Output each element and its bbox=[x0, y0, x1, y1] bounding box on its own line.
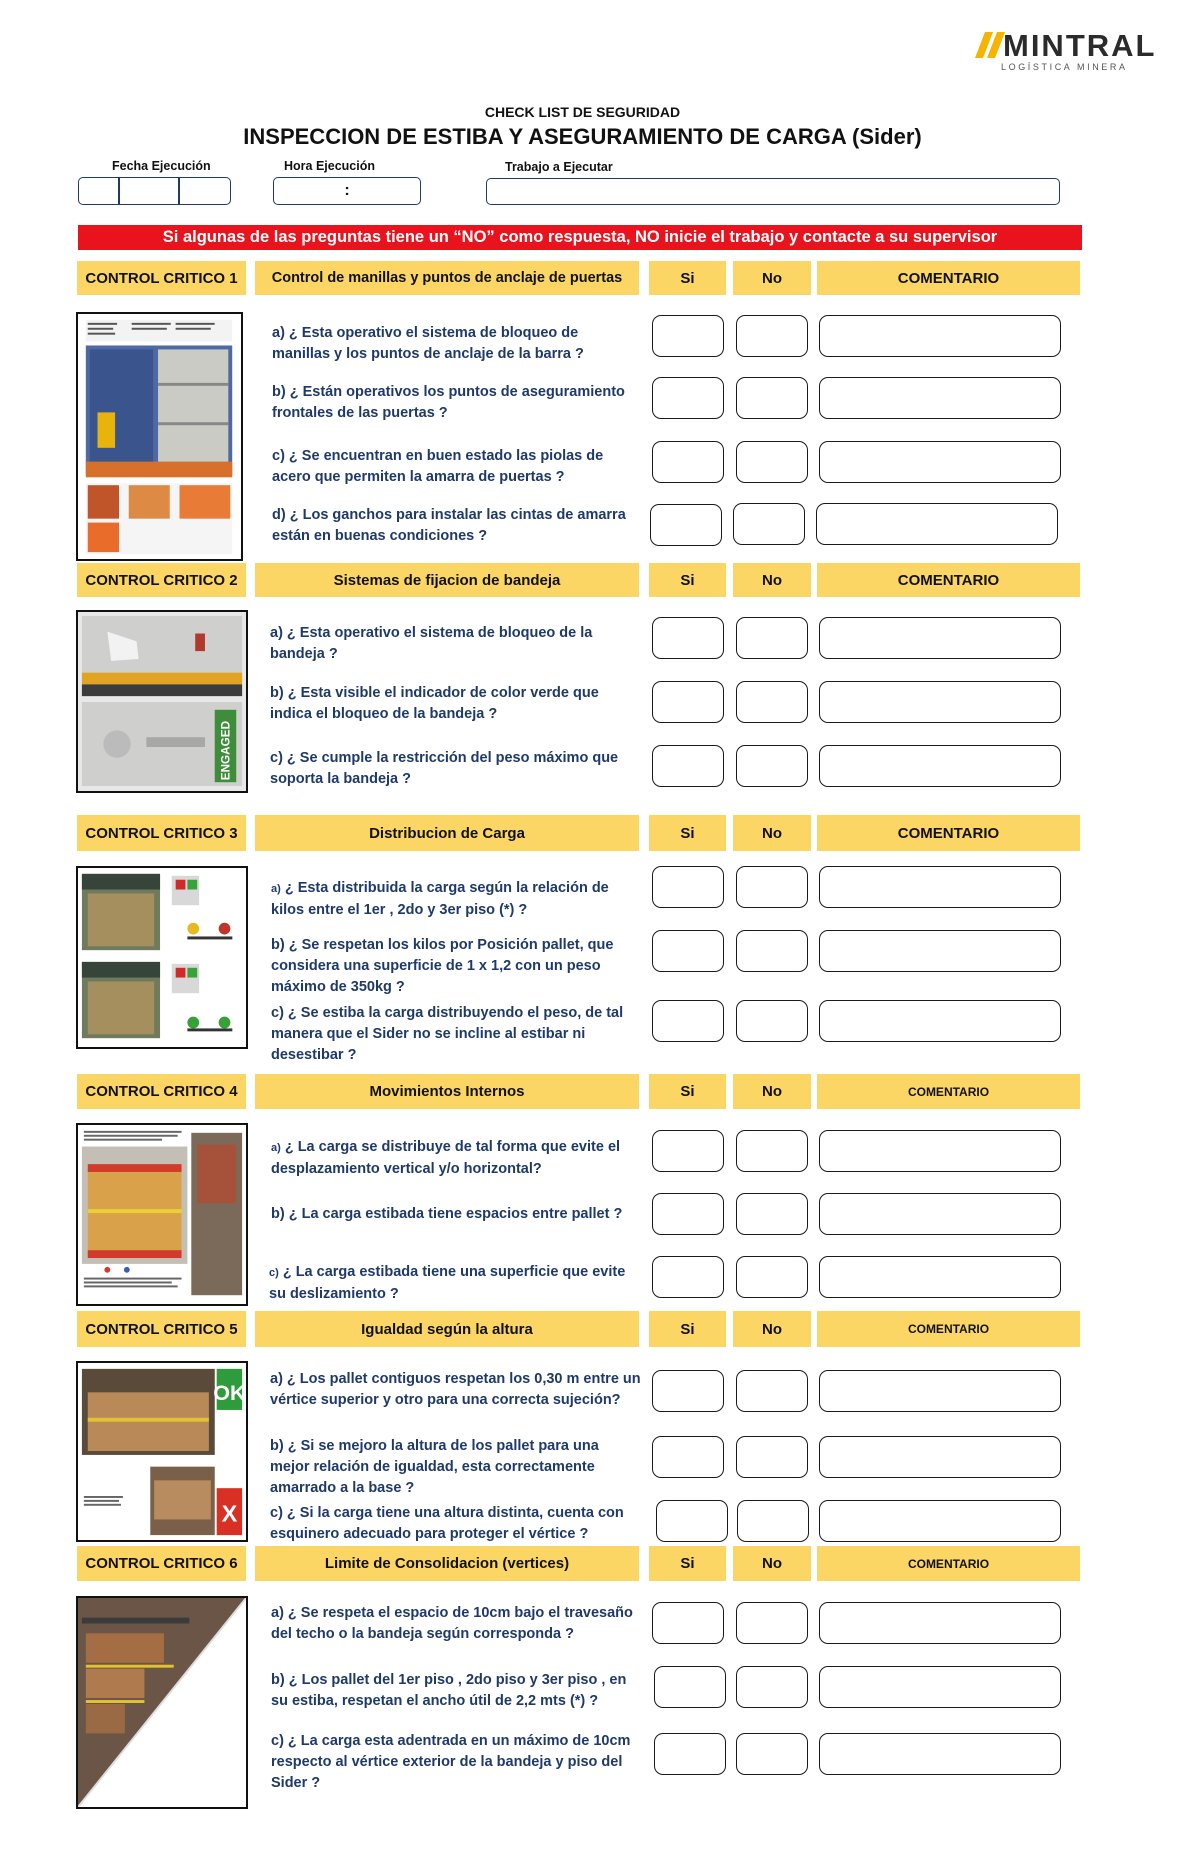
s4-q-c-text: ¿ La carga estibada tiene una superficie que evite su deslizamiento ? bbox=[269, 1264, 626, 1302]
s3-c-si[interactable] bbox=[652, 1000, 724, 1042]
trabajo-label: Trabajo a Ejecutar bbox=[505, 160, 613, 174]
s4-a-no[interactable] bbox=[736, 1130, 808, 1172]
s5-q-b: b) ¿ Si se mejoro la altura de los pallet para una mejor relación de igualdad, esta correctamente amarrado a la base ? bbox=[270, 1438, 599, 1496]
s3-c-no[interactable] bbox=[736, 1000, 808, 1042]
s6-b-no[interactable] bbox=[736, 1666, 808, 1708]
col-comentario-3: COMENTARIO bbox=[817, 815, 1080, 851]
s5-b-si[interactable] bbox=[652, 1436, 724, 1478]
s1-a-no[interactable] bbox=[736, 315, 808, 357]
s1-q-b: b) ¿ Están operativos los puntos de aseguramiento frontales de las puertas ? bbox=[272, 384, 625, 421]
s5-a-comment[interactable] bbox=[819, 1370, 1061, 1412]
s1-q-a: a) ¿ Esta operativo el sistema de bloqueo de manillas y los puntos de anclaje de la barra ? bbox=[272, 325, 584, 362]
section-1-photo bbox=[76, 312, 243, 561]
s3-a-comment[interactable] bbox=[819, 866, 1061, 908]
s2-q-a: a) ¿ Esta operativo el sistema de bloqueo de la bandeja ? bbox=[270, 625, 593, 662]
logo-tagline: LOGÍSTICA MINERA bbox=[1001, 62, 1128, 72]
topic-4: Movimientos Internos bbox=[255, 1074, 639, 1109]
s5-c-no[interactable] bbox=[737, 1500, 809, 1542]
s2-c-no[interactable] bbox=[736, 745, 808, 787]
col-no-2: No bbox=[733, 563, 811, 597]
s2-a-comment[interactable] bbox=[819, 617, 1061, 659]
s3-b-si[interactable] bbox=[652, 930, 724, 972]
s1-q-c: c) ¿ Se encuentran en buen estado las piolas de acero que permiten la amarra de puertas ? bbox=[272, 448, 604, 485]
s1-a-comment[interactable] bbox=[819, 315, 1061, 357]
s1-a-si[interactable] bbox=[652, 315, 724, 357]
hora-label: Hora Ejecución bbox=[284, 159, 375, 173]
s4-q-b: b) ¿ La carga estibada tiene espacios entre pallet ? bbox=[271, 1206, 623, 1222]
s1-b-si[interactable] bbox=[652, 377, 724, 419]
s5-b-no[interactable] bbox=[736, 1436, 808, 1478]
s3-a-letter: a) bbox=[271, 883, 281, 895]
s1-d-si[interactable] bbox=[650, 504, 722, 546]
s4-c-si[interactable] bbox=[652, 1256, 724, 1298]
hora-field[interactable]: : bbox=[273, 177, 421, 205]
col-comentario-4: COMENTARIO bbox=[817, 1074, 1080, 1109]
s6-c-no[interactable] bbox=[736, 1733, 808, 1775]
s4-b-si[interactable] bbox=[652, 1193, 724, 1235]
s3-c-comment[interactable] bbox=[819, 1000, 1061, 1042]
s1-c-no[interactable] bbox=[736, 441, 808, 483]
s2-c-comment[interactable] bbox=[819, 745, 1061, 787]
s4-a-si[interactable] bbox=[652, 1130, 724, 1172]
s4-c-letter: c) bbox=[269, 1267, 279, 1279]
warning-banner: Si algunas de las preguntas tiene un “NO” como respuesta, NO inicie el trabajo y contacte a su supervisor bbox=[78, 225, 1082, 250]
control-critico-3: CONTROL CRITICO 3 bbox=[77, 815, 246, 851]
s4-c-no[interactable] bbox=[736, 1256, 808, 1298]
s4-b-comment[interactable] bbox=[819, 1193, 1061, 1235]
s1-q-d: d) ¿ Los ganchos para instalar las cintas de amarra están en buenas condiciones ? bbox=[272, 507, 626, 544]
logo-text: MINTRAL bbox=[1003, 28, 1157, 63]
col-no-6: No bbox=[733, 1546, 811, 1581]
s6-c-si[interactable] bbox=[654, 1733, 726, 1775]
s3-q-c: c) ¿ Se estiba la carga distribuyendo el peso, de tal manera que el Sider no se incline al estibar ni desestibar ? bbox=[271, 1005, 624, 1063]
s4-a-comment[interactable] bbox=[819, 1130, 1061, 1172]
engaged-label: ENGAGED bbox=[219, 720, 233, 781]
trabajo-field[interactable] bbox=[486, 178, 1060, 205]
topic-5: Igualdad según la altura bbox=[255, 1311, 639, 1347]
s5-c-comment[interactable] bbox=[819, 1500, 1061, 1542]
s6-a-si[interactable] bbox=[652, 1602, 724, 1644]
col-si-1: Si bbox=[649, 261, 726, 295]
s1-b-comment[interactable] bbox=[819, 377, 1061, 419]
s5-a-si[interactable] bbox=[652, 1370, 724, 1412]
s3-q-b: b) ¿ Se respetan los kilos por Posición pallet, que considera una superficie de 1 x 1,2 con un peso máximo de 350kg ? bbox=[271, 937, 614, 995]
col-si-3: Si bbox=[649, 815, 726, 851]
s5-q-a: a) ¿ Los pallet contiguos respetan los 0,30 m entre un vértice superior y otro para una correcta sujeción? bbox=[270, 1371, 641, 1408]
s4-q-a bbox=[271, 1137, 641, 1180]
col-si-5: Si bbox=[649, 1311, 726, 1347]
fecha-field[interactable] bbox=[78, 177, 231, 205]
s2-a-si[interactable] bbox=[652, 617, 724, 659]
s3-q-a-text: ¿ Esta distribuida la carga según la relación de kilos entre el 1er , 2do y 3er piso (*) ? bbox=[271, 880, 609, 918]
col-no-1: No bbox=[733, 261, 811, 295]
s6-c-comment[interactable] bbox=[819, 1733, 1061, 1775]
x-label: X bbox=[221, 1500, 238, 1527]
s4-q-a-text: ¿ La carga se distribuye de tal forma que evite el desplazamiento vertical y/o horizontal? bbox=[271, 1139, 621, 1177]
s5-a-no[interactable] bbox=[736, 1370, 808, 1412]
s3-b-comment[interactable] bbox=[819, 930, 1061, 972]
section-6-photo bbox=[76, 1596, 248, 1809]
s6-b-si[interactable] bbox=[654, 1666, 726, 1708]
s1-d-comment[interactable] bbox=[816, 503, 1058, 545]
control-critico-6: CONTROL CRITICO 6 bbox=[77, 1546, 246, 1581]
control-critico-1: CONTROL CRITICO 1 bbox=[77, 261, 246, 295]
s2-c-si[interactable] bbox=[652, 745, 724, 787]
s4-a-letter: a) bbox=[271, 1142, 281, 1154]
checklist-subtitle: CHECK LIST DE SEGURIDAD bbox=[484, 104, 681, 120]
s5-q-c: c) ¿ Si la carga tiene una altura distinta, cuenta con esquinero adecuado para proteger el vértice ? bbox=[270, 1505, 624, 1542]
s2-b-no[interactable] bbox=[736, 681, 808, 723]
s3-b-no[interactable] bbox=[736, 930, 808, 972]
topic-1: Control de manillas y puntos de anclaje de puertas bbox=[255, 261, 639, 295]
section-4-photo bbox=[76, 1123, 248, 1306]
s6-q-c: c) ¿ La carga esta adentrada en un máximo de 10cm respecto al vértice exterior de la bandeja y piso del Sider ? bbox=[271, 1733, 631, 1791]
section-3-photo bbox=[76, 866, 248, 1049]
s3-q-a bbox=[271, 878, 641, 921]
page-title: INSPECCION DE ESTIBA Y ASEGURAMIENTO DE CARGA (Sider) bbox=[243, 124, 922, 149]
control-critico-2: CONTROL CRITICO 2 bbox=[77, 563, 246, 597]
mintral-logo bbox=[975, 28, 1157, 76]
s3-a-no[interactable] bbox=[736, 866, 808, 908]
control-critico-4: CONTROL CRITICO 4 bbox=[77, 1074, 246, 1109]
s2-q-b: b) ¿ Esta visible el indicador de color verde que indica el bloqueo de la bandeja ? bbox=[270, 685, 599, 722]
col-comentario-5: COMENTARIO bbox=[817, 1311, 1080, 1347]
topic-6: Limite de Consolidacion (vertices) bbox=[255, 1546, 639, 1581]
s2-b-si[interactable] bbox=[652, 681, 724, 723]
s6-a-no[interactable] bbox=[736, 1602, 808, 1644]
s5-b-comment[interactable] bbox=[819, 1436, 1061, 1478]
s4-q-c bbox=[269, 1262, 644, 1305]
section-5-photo bbox=[76, 1361, 248, 1542]
s1-d-no[interactable] bbox=[733, 503, 805, 545]
ok-label: OK bbox=[213, 1381, 246, 1406]
section-2-photo bbox=[76, 610, 248, 793]
col-no-3: No bbox=[733, 815, 811, 851]
s6-q-b: b) ¿ Los pallet del 1er piso , 2do piso y 3er piso , en su estiba, respetan el ancho útil de 2,2 mts (*) ? bbox=[271, 1672, 627, 1709]
col-si-6: Si bbox=[649, 1546, 726, 1581]
s1-c-si[interactable] bbox=[652, 441, 724, 483]
s5-c-si[interactable] bbox=[656, 1500, 728, 1542]
s3-a-si[interactable] bbox=[652, 866, 724, 908]
col-si-4: Si bbox=[649, 1074, 726, 1109]
s1-b-no[interactable] bbox=[736, 377, 808, 419]
s6-b-comment[interactable] bbox=[819, 1666, 1061, 1708]
s6-a-comment[interactable] bbox=[819, 1602, 1061, 1644]
topic-2: Sistemas de fijacion de bandeja bbox=[255, 563, 639, 597]
col-comentario-6: COMENTARIO bbox=[817, 1546, 1080, 1581]
s2-q-c: c) ¿ Se cumple la restricción del peso máximo que soporta la bandeja ? bbox=[270, 750, 619, 787]
s1-c-comment[interactable] bbox=[819, 441, 1061, 483]
s2-b-comment[interactable] bbox=[819, 681, 1061, 723]
s6-q-a: a) ¿ Se respeta el espacio de 10cm bajo el travesaño del techo o la bandeja según corresponda ? bbox=[271, 1605, 633, 1642]
fecha-label: Fecha Ejecución bbox=[112, 159, 211, 173]
col-comentario-1: COMENTARIO bbox=[817, 261, 1080, 295]
topic-3: Distribucion de Carga bbox=[255, 815, 639, 851]
s2-a-no[interactable] bbox=[736, 617, 808, 659]
s4-c-comment[interactable] bbox=[819, 1256, 1061, 1298]
col-no-4: No bbox=[733, 1074, 811, 1109]
col-comentario-2: COMENTARIO bbox=[817, 563, 1080, 597]
control-critico-5: CONTROL CRITICO 5 bbox=[77, 1311, 246, 1347]
s4-b-no[interactable] bbox=[736, 1193, 808, 1235]
col-si-2: Si bbox=[649, 563, 726, 597]
col-no-5: No bbox=[733, 1311, 811, 1347]
